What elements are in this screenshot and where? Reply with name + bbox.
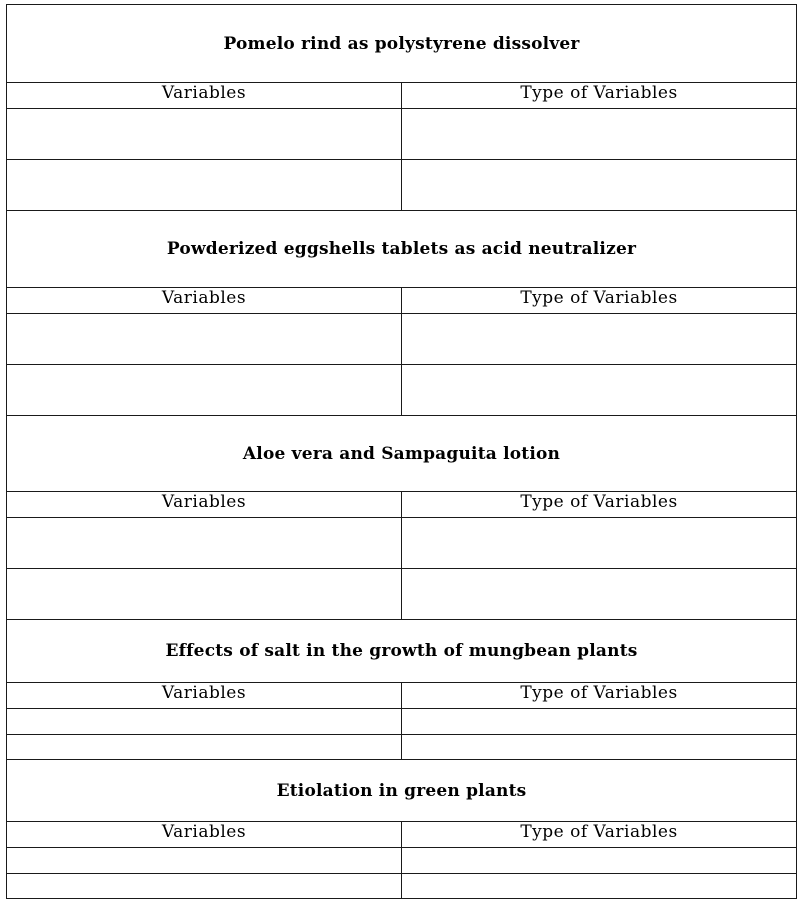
answer-cell-type[interactable] [402, 518, 797, 569]
header-type-of-variables: Type of Variables [402, 822, 797, 848]
answer-cell-variable[interactable] [7, 874, 402, 899]
answer-cell-type[interactable] [402, 365, 797, 416]
answer-cell-type[interactable] [402, 874, 797, 899]
answer-cell-variable[interactable] [7, 365, 402, 416]
answer-cell-type[interactable] [402, 848, 797, 874]
answer-cell-variable[interactable] [7, 109, 402, 160]
header-type-of-variables: Type of Variables [402, 288, 797, 314]
header-variables: Variables [7, 683, 402, 709]
header-variables: Variables [7, 822, 402, 848]
variables-worksheet-table [6, 4, 797, 899]
answer-cell-type[interactable] [402, 314, 797, 365]
section-title-eggshells: Powderized eggshells tablets as acid neutralizer [7, 211, 797, 288]
answer-cell-variable[interactable] [7, 518, 402, 569]
answer-cell-type[interactable] [402, 109, 797, 160]
section-title-aloe-vera: Aloe vera and Sampaguita lotion [7, 416, 797, 492]
header-type-of-variables: Type of Variables [402, 683, 797, 709]
answer-cell-variable[interactable] [7, 848, 402, 874]
answer-cell-type[interactable] [402, 735, 797, 760]
answer-cell-type[interactable] [402, 160, 797, 211]
header-variables: Variables [7, 83, 402, 109]
section-title-pomelo: Pomelo rind as polystyrene dissolver [7, 5, 797, 83]
header-type-of-variables: Type of Variables [402, 83, 797, 109]
header-type-of-variables: Type of Variables [402, 492, 797, 518]
answer-cell-type[interactable] [402, 709, 797, 735]
answer-cell-variable[interactable] [7, 569, 402, 620]
answer-cell-variable[interactable] [7, 709, 402, 735]
answer-cell-variable[interactable] [7, 735, 402, 760]
answer-cell-type[interactable] [402, 569, 797, 620]
section-title-mungbean: Effects of salt in the growth of mungbean plants [7, 620, 797, 683]
header-variables: Variables [7, 492, 402, 518]
section-title-etiolation: Etiolation in green plants [7, 760, 797, 822]
answer-cell-variable[interactable] [7, 160, 402, 211]
header-variables: Variables [7, 288, 402, 314]
answer-cell-variable[interactable] [7, 314, 402, 365]
